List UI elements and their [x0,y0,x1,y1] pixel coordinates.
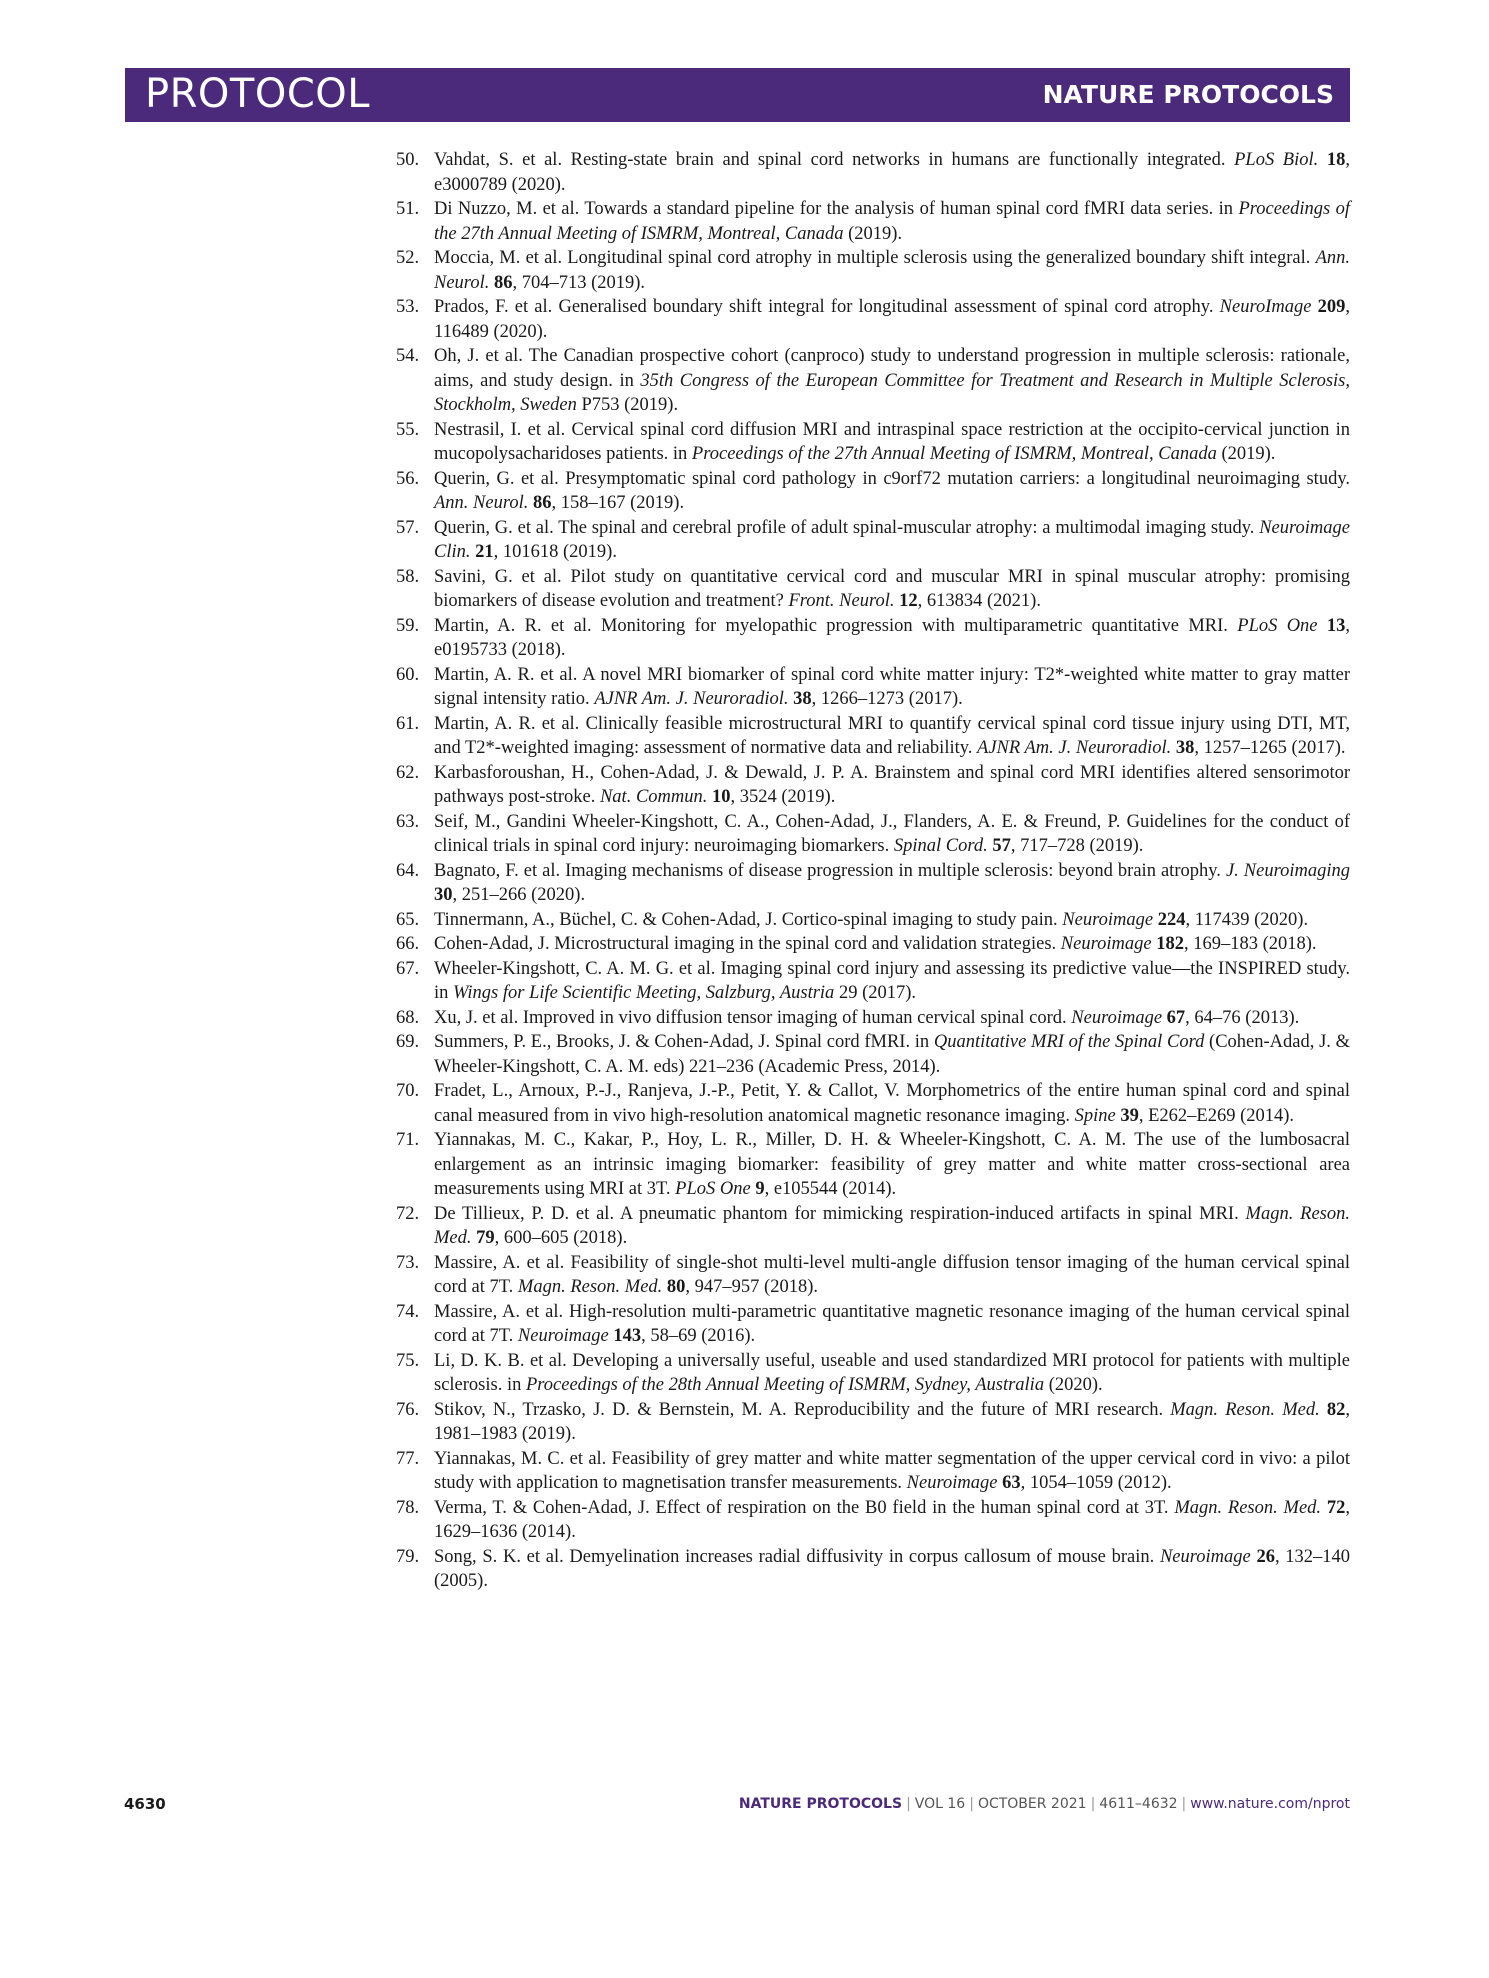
reference-number: 63. [396,811,420,832]
footer-pages: 4611–4632 [1099,1796,1178,1812]
reference-text: , 1629–1636 (2014). [434,1497,1350,1542]
reference-text: Song, S. K. et al. Demyelination increases radial diffusivity in corpus callosum of mouse brain. [434,1546,1160,1567]
reference-item [396,1030,1350,1079]
reference-item [396,957,1350,1006]
reference-volume: 57 [992,836,1011,856]
reference-item [396,908,1350,933]
reference-item [396,712,1350,761]
reference-number: 52. [396,248,420,268]
reference-volume: 209 [1317,297,1346,317]
reference-text: Querin, G. et al. The spinal and cerebral profile of adult spinal-muscular atrophy: a multimodal imaging study. [434,517,1260,538]
reference-text [1318,616,1327,636]
reference-text: Seif, M., Gandini Wheeler-Kingshott, C. A., Cohen-Adad, J., Flanders, A. E. & Freund, P. Guidelines for the conduct of clinical trials in spinal cord injury: neuroimaging biomarkers. [434,811,1350,856]
reference-item [396,467,1350,516]
reference-item [396,1079,1350,1128]
reference-text: , 613834 (2021). [917,591,1041,611]
reference-number: 72. [396,1203,420,1224]
reference-text: (2020). [1044,1375,1103,1395]
reference-number: 60. [396,664,420,685]
reference-item [396,1128,1350,1202]
reference-text: Querin, G. et al. Presymptomatic spinal cord pathology in c9orf72 mutation carriers: a longitudinal neuroimaging study. [434,468,1350,489]
reference-text: 29 (2017). [834,983,917,1003]
reference-journal: Ann. Neurol. [434,493,529,513]
reference-journal: Neuroimage [1159,1546,1251,1567]
reference-item [396,418,1350,467]
reference-journal: NeuroImage [1219,297,1312,317]
reference-number: 57. [396,517,420,538]
footer-citation [739,1796,1350,1812]
reference-volume: 39 [1120,1105,1139,1126]
reference-item [396,1545,1350,1594]
reference-number: 62. [396,762,420,783]
reference-volume: 38 [1175,738,1195,758]
reference-item [396,1300,1350,1349]
reference-text: Vahdat, S. et al. Resting-state brain and spinal cord networks in humans are functionally integrated. [434,150,1235,170]
reference-text: , 1054–1059 (2012). [1020,1473,1172,1493]
reference-journal: 35th Congress of the European Committee for Treatment and Research in Multiple Sclerosis, Stockholm, Sweden [434,370,1350,415]
reference-text: , E262–E269 (2014). [1138,1105,1295,1126]
reference-item [396,810,1350,859]
reference-volume: 86 [493,272,513,293]
reference-text: , 1266–1273 (2017). [811,689,963,709]
reference-journal: Front. Neurol. [788,591,895,611]
page-number: 4630 [124,1795,166,1813]
reference-number: 55. [396,419,420,440]
reference-text: Xu, J. et al. Improved in vivo diffusion tensor imaging of human cervical spinal cord. [434,1007,1072,1028]
reference-journal: Proceedings of the 27th Annual Meeting of ISMRM, Montreal, Canada [434,199,1350,244]
reference-item [396,859,1350,908]
footer-separator: | [906,1796,911,1812]
reference-journal: PLoS One [1237,615,1318,636]
reference-number: 64. [396,860,420,881]
reference-item [396,148,1350,197]
reference-volume: 67 [1166,1007,1186,1028]
reference-journal: Magn. Reson. Med. [1170,1399,1320,1420]
reference-volume: 80 [666,1277,686,1297]
reference-text: , e3000789 (2020). [434,150,1351,195]
reference-journal: Neuroimage [906,1473,998,1493]
reference-text: Nestrasil, I. et al. Cervical spinal cord diffusion MRI and intraspinal space restriction at the occipito-cervical junction in mucopolysacharidoses patients. in [434,419,1350,464]
reference-text: , 251–266 (2020). [452,885,586,905]
reference-text: Fradet, L., Arnoux, P.-J., Ranjeva, J.-P., Petit, Y. & Callot, V. Morphometrics of the entire human spinal cord and spinal canal measured from in vivo high-resolution anatomical magnetic resonance imaging. [434,1081,1350,1126]
reference-text: (Cohen-Adad, J. & Wheeler-Kingshott, C. A. M. eds) 221–236 (Academic Press, 2014). [434,1032,1350,1077]
reference-text: Di Nuzzo, M. et al. Towards a standard pipeline for the analysis of human spinal cord fMRI data series. in [434,199,1239,219]
reference-volume: 13 [1326,615,1346,636]
reference-text: Oh, J. et al. The Canadian prospective cohort (canproco) study to understand progression in multiple sclerosis: rationale, aims, and study design. in [434,346,1350,391]
reference-journal: J. Neuroimaging [1225,860,1350,881]
reference-number: 54. [396,346,420,366]
reference-text: , 1257–1265 (2017). [1194,738,1346,758]
reference-journal: Neuroimage Clin. [434,517,1350,562]
reference-text: Martin, A. R. et al. Clinically feasible microstructural MRI to quantify cervical spinal cord tissue injury using DTI, MT, and T2*-weighted imaging: assessment of normative data and reliability. [434,713,1350,758]
reference-volume: 224 [1157,909,1186,930]
reference-journal: PLoS Biol. [1234,150,1319,170]
reference-item [396,516,1350,565]
reference-number: 79. [396,1546,420,1567]
reference-list [396,148,1350,1594]
reference-volume: 12 [899,591,918,611]
reference-text: , 947–957 (2018). [685,1277,818,1297]
reference-text: (2019). [843,223,903,244]
reference-text: Verma, T. & Cohen-Adad, J. Effect of respiration on the B0 field in the human spinal cord at 3T. [434,1497,1175,1518]
reference-volume: 38 [793,689,812,709]
reference-text: Yiannakas, M. C., Kakar, P., Hoy, L. R., Miller, D. H. & Wheeler-Kingshott, C. A. M. The use of the lumbosacral enlargement as an intrinsic imaging biomarker: feasibility of grey matter and white matter cross-sectional area measurements using MRI at 3T. [434,1130,1350,1199]
reference-number: 59. [396,615,420,636]
reference-item [396,565,1350,614]
reference-item [396,663,1350,712]
reference-item [396,1202,1350,1251]
reference-journal: Neuroimage [1071,1007,1163,1028]
reference-number: 73. [396,1252,420,1273]
reference-item [396,1447,1350,1496]
reference-text: , 600–605 (2018). [494,1228,628,1248]
reference-text: , 158–167 (2019). [551,493,685,513]
reference-journal: Neuroimage [1060,934,1152,954]
reference-number: 70. [396,1081,420,1101]
reference-text: , 58–69 (2016). [641,1326,756,1346]
reference-text: Karbasforoushan, H., Cohen-Adad, J. & Dewald, J. P. A. Brainstem and spinal cord MRI identifies altered sensorimotor pathways post-stroke. [434,762,1350,807]
reference-number: 74. [396,1301,420,1322]
journal-name: NATURE PROTOCOLS [1042,80,1334,109]
reference-item [396,1251,1350,1300]
reference-number: 78. [396,1497,420,1518]
reference-text: Bagnato, F. et al. Imaging mechanisms of disease progression in multiple sclerosis: beyond brain atrophy. [434,860,1226,881]
reference-text: Summers, P. E., Brooks, J. & Cohen-Adad, J. Spinal cord fMRI. in [434,1032,934,1052]
reference-volume: 10 [712,787,731,807]
reference-number: 53. [396,297,420,317]
reference-text: , 169–183 (2018). [1183,934,1317,954]
reference-volume: 63 [1002,1473,1021,1493]
reference-number: 51. [396,199,420,219]
reference-number: 68. [396,1007,420,1028]
reference-text: , 717–728 (2019). [1010,836,1144,856]
reference-item [396,932,1350,957]
reference-text: Moccia, M. et al. Longitudinal spinal cord atrophy in multiple sclerosis using the generalized boundary shift integral. [434,248,1316,268]
reference-number: 71. [396,1130,420,1150]
reference-text: De Tillieux, P. D. et al. A pneumatic phantom for mimicking respiration-induced artifacts in spinal MRI. [434,1203,1246,1224]
reference-item [396,614,1350,663]
reference-number: 67. [396,958,420,979]
reference-text: Tinnermann, A., Büchel, C. & Cohen-Adad, J. Cortico-spinal imaging to study pain. [434,909,1063,930]
reference-volume: 72 [1326,1497,1346,1518]
reference-text: Li, D. K. B. et al. Developing a universally useful, useable and used standardized MRI protocol for patients with multiple sclerosis. in [434,1350,1350,1395]
reference-journal: Neuroimage [1062,909,1154,930]
reference-text: , e0195733 (2018). [434,615,1350,660]
footer-url-link[interactable]: www.nature.com/nprot [1190,1796,1350,1812]
reference-text: , 704–713 (2019). [512,272,646,293]
reference-text: , 64–76 (2013). [1185,1007,1300,1028]
reference-volume: 82 [1326,1399,1346,1420]
reference-text: Martin, A. R. et al. A novel MRI biomarker of spinal cord white matter injury: T2*-weighted white matter to gray matter signal intensity ratio. [434,664,1350,709]
footer-date: OCTOBER 2021 [977,1796,1087,1812]
reference-text: (2019). [1216,444,1276,464]
reference-number: 61. [396,713,420,734]
reference-volume: 182 [1156,934,1184,954]
reference-item [396,344,1350,418]
reference-text: , 1981–1983 (2019). [434,1399,1350,1444]
reference-journal: Proceedings of the 27th Annual Meeting of ISMRM, Montreal, Canada [691,444,1217,464]
reference-text: Cohen-Adad, J. Microstructural imaging in the spinal cord and validation strategies. [434,934,1061,954]
reference-journal: AJNR Am. J. Neuroradiol. [594,689,789,709]
reference-journal: Proceedings of the 28th Annual Meeting of ISMRM, Sydney, Australia [525,1375,1045,1395]
footer-journal: NATURE PROTOCOLS [738,1796,903,1812]
reference-item [396,1496,1350,1545]
reference-number: 76. [396,1399,420,1420]
reference-number: 66. [396,934,420,954]
reference-item [396,197,1350,246]
reference-text: , 117439 (2020). [1185,909,1309,930]
reference-volume: 30 [434,885,453,905]
reference-journal: AJNR Am. J. Neuroradiol. [977,738,1172,758]
reference-text: Martin, A. R. et al. Monitoring for myelopathic progression with multiparametric quantitative MRI. [434,615,1238,636]
reference-volume: 79 [476,1228,495,1248]
reference-item [396,295,1350,344]
reference-journal: Magn. Reson. Med. [517,1277,663,1297]
reference-volume: 26 [1256,1546,1275,1567]
reference-number: 56. [396,468,420,489]
reference-item [396,1349,1350,1398]
reference-journal: Quantitative MRI of the Spinal Cord [933,1032,1205,1052]
footer-separator: | [1181,1796,1187,1812]
reference-journal: Wings for Life Scientific Meeting, Salzburg, Austria [453,983,835,1003]
reference-journal: PLoS One [675,1179,751,1199]
footer-volume: VOL 16 [914,1796,966,1812]
reference-text: Wheeler-Kingshott, C. A. M. G. et al. Imaging spinal cord injury and assessing its predictive value—the INSPIRED study. in [434,958,1350,1003]
reference-item [396,246,1350,295]
reference-text: P753 (2019). [576,395,679,415]
section-label: PROTOCOL [145,71,371,117]
reference-journal: Nat. Commun. [599,787,708,807]
footer-separator: | [969,1796,974,1812]
footer-separator: | [1090,1796,1096,1812]
reference-text [1320,1400,1327,1420]
reference-text: Yiannakas, M. C. et al. Feasibility of grey matter and white matter segmentation of the upper cervical cord in vivo: a pilot study with application to magnetisation transfer measurements. [434,1448,1350,1493]
reference-volume: 21 [475,542,494,562]
reference-item [396,761,1350,810]
reference-text [1318,150,1327,170]
reference-volume: 143 [613,1326,642,1346]
reference-text: , 132–140 (2005). [434,1546,1351,1591]
reference-volume: 86 [533,493,552,513]
reference-item [396,1006,1350,1031]
reference-text: , 101618 (2019). [493,542,617,562]
reference-text: , 3524 (2019). [730,787,836,807]
reference-number: 50. [396,150,420,170]
reference-number: 77. [396,1448,420,1469]
reference-journal: Spinal Cord. [893,836,988,856]
reference-volume: 18 [1326,150,1346,170]
reference-journal: Neuroimage [517,1326,609,1346]
reference-text: Prados, F. et al. Generalised boundary shift integral for longitudinal assessment of spinal cord atrophy. [434,297,1220,317]
reference-journal: Spine [1074,1105,1116,1126]
reference-number: 69. [396,1032,420,1052]
reference-text: Massire, A. et al. Feasibility of single-shot multi-level multi-angle diffusion tensor imaging of the human cervical spinal cord at 7T. [434,1252,1350,1297]
header-bar [125,68,1350,122]
reference-journal: Ann. Neurol. [434,248,1350,293]
reference-text: , e105544 (2014). [764,1179,897,1199]
reference-text: , 116489 (2020). [434,297,1350,342]
reference-number: 75. [396,1350,420,1371]
reference-volume: 9 [755,1179,765,1199]
reference-text: Stikov, N., Trzasko, J. D. & Bernstein, M. A. Reproducibility and the future of MRI research. [434,1399,1171,1420]
reference-number: 58. [396,566,420,587]
reference-text: Savini, G. et al. Pilot study on quantitative cervical cord and muscular MRI in spinal muscular atrophy: promising biomarkers of disease evolution and treatment? [434,566,1350,611]
reference-item [396,1398,1350,1447]
reference-text: Massire, A. et al. High-resolution multi-parametric quantitative magnetic resonance imaging of the human cervical spinal cord at 7T. [434,1301,1350,1346]
reference-journal: Magn. Reson. Med. [1174,1497,1322,1518]
reference-number: 65. [396,909,420,930]
reference-journal: Magn. Reson. Med. [434,1203,1350,1248]
